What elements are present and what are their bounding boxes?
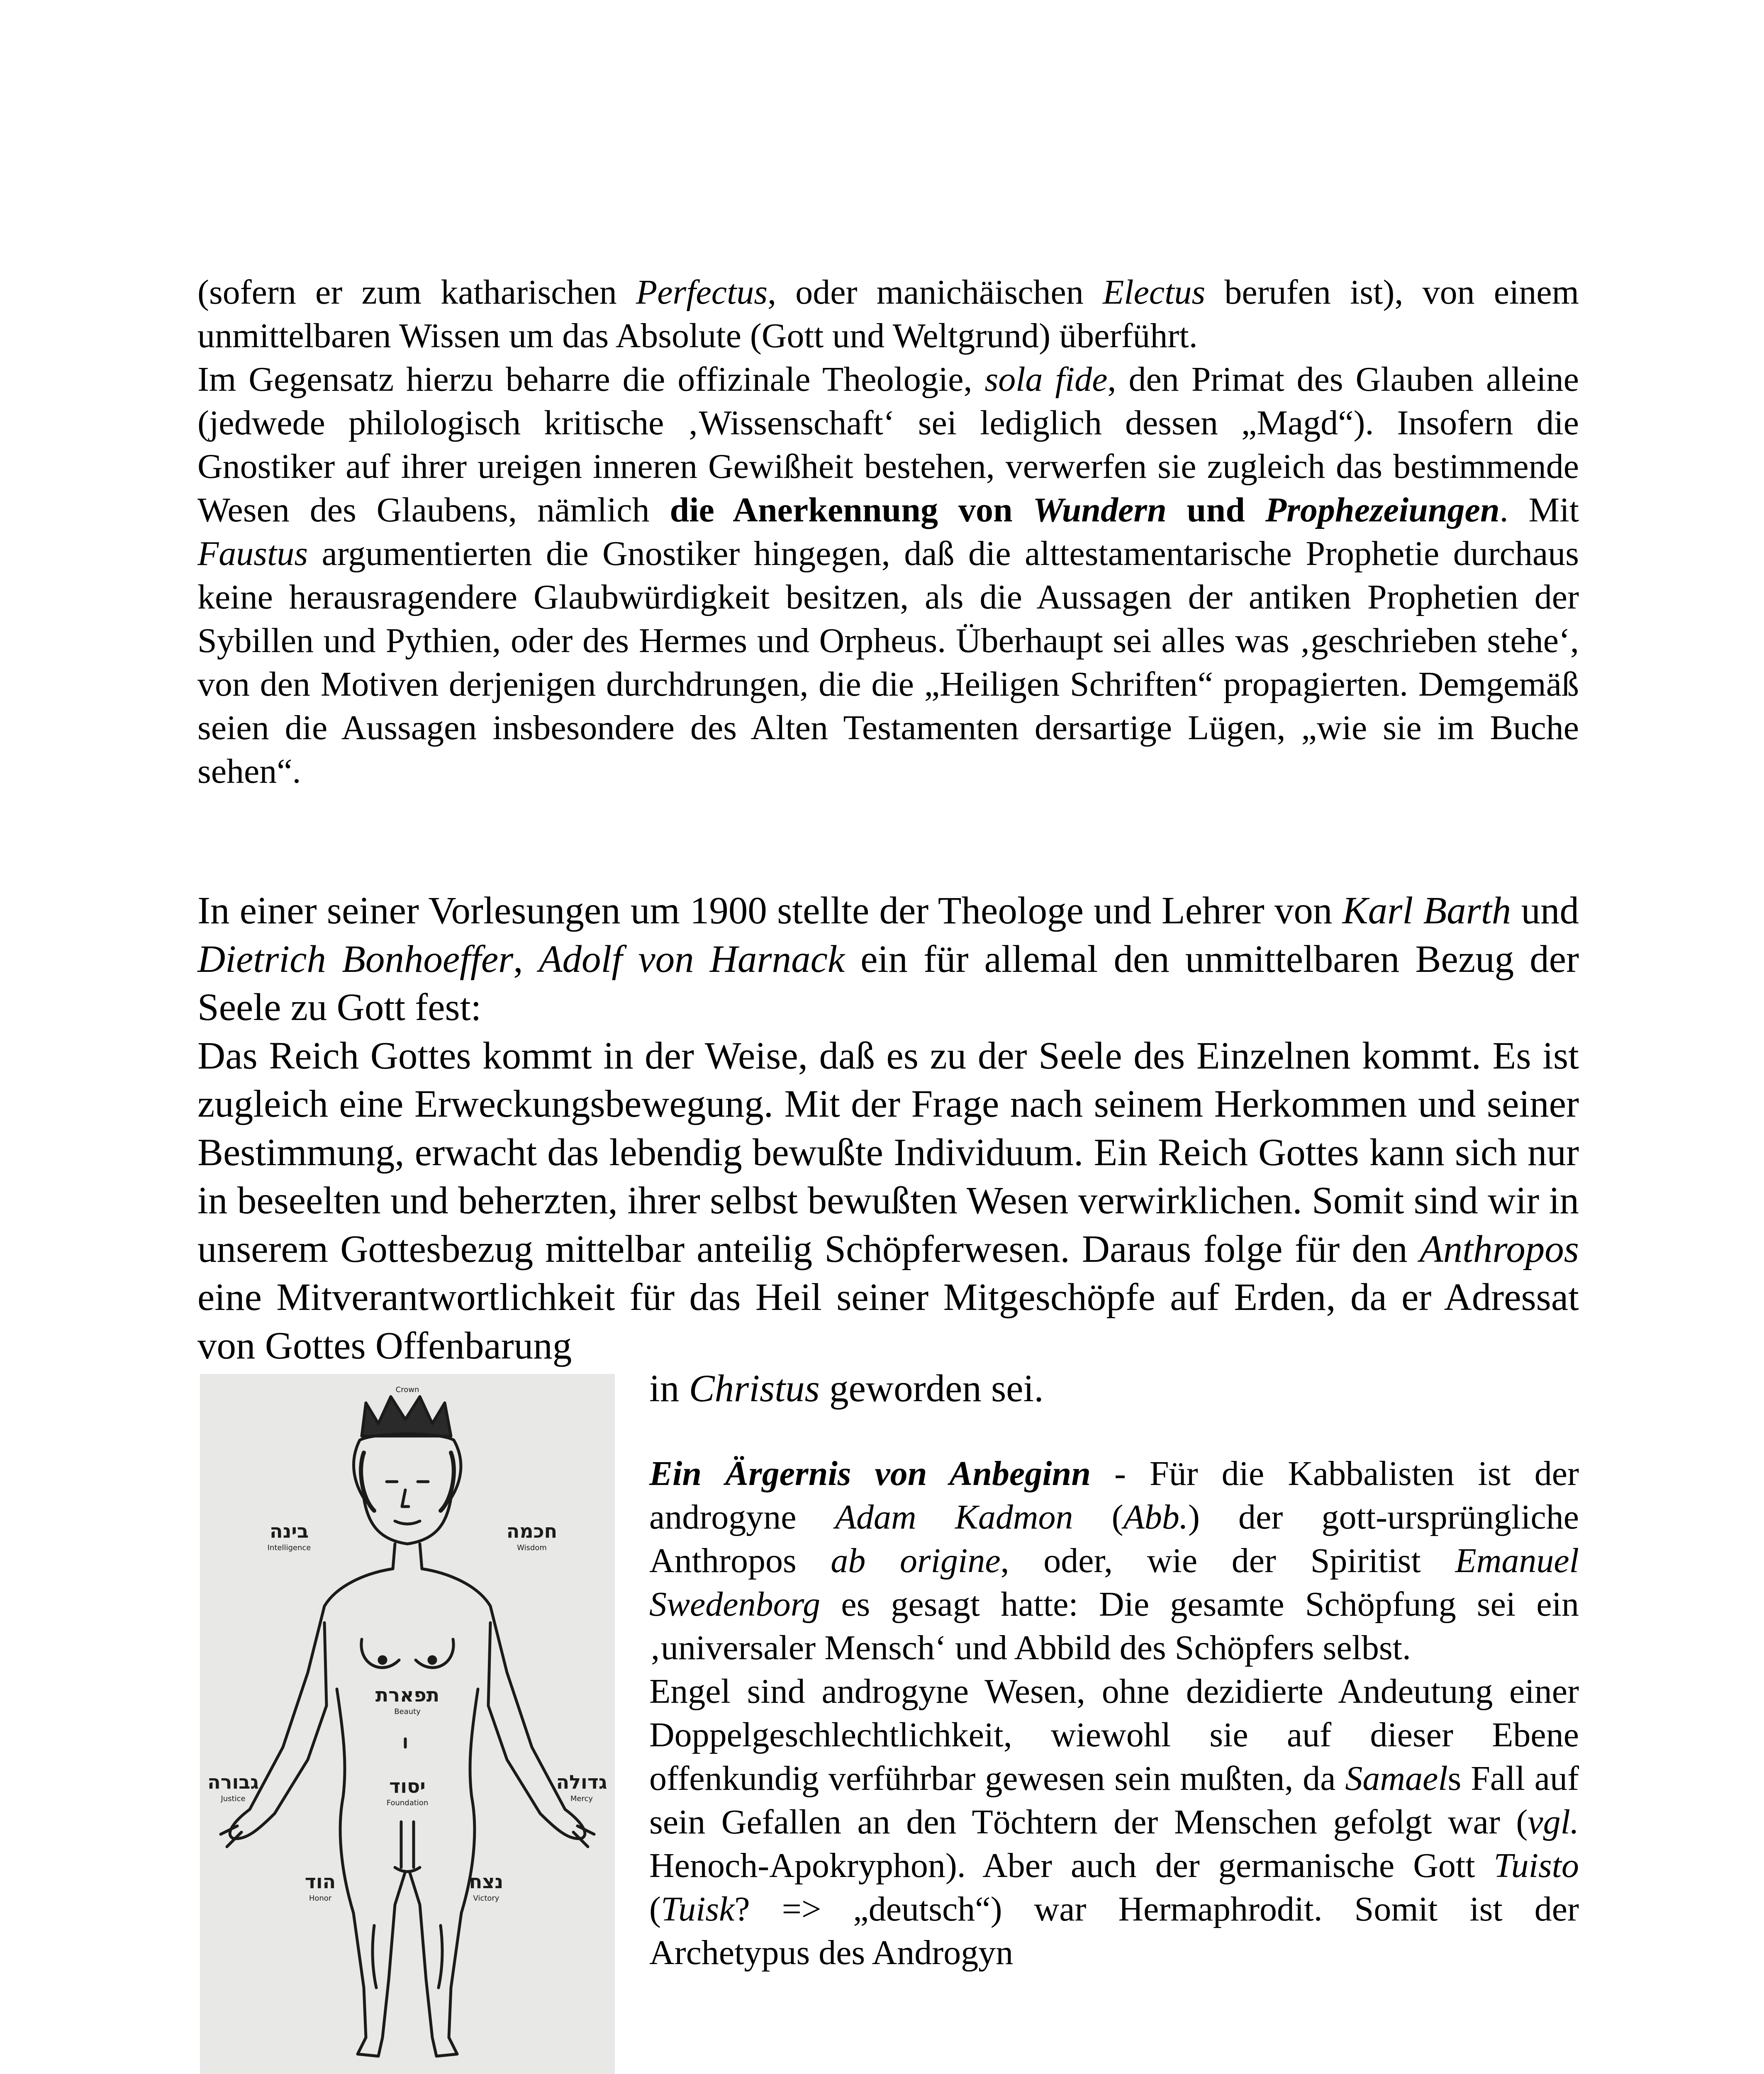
- figure-label-mercy: Mercy: [570, 1794, 593, 1803]
- figure-hebrew-mercy: גדולה: [556, 1771, 607, 1793]
- figure-hebrew-beauty: תפארת: [375, 1684, 440, 1706]
- paragraph-androgyne: Ein Ärgernis von Anbeginn - Für die Kabbalisten ist der androgyne Adam Kadmon (Abb.) der gott-ursprüngliche Anthropos ab origine, oder, wie der Spiritist Emanuel Swedenborg es gesagt hatte: Die gesamte Schöpfung sei ein ‚universaler Mensch‘ und Abbild des Schöpfers selbst. Engel sind androgyne Wesen, ohne dezidierte Andeutung einer Doppelgeschlechtlichkeit, wiewohl sie auf dieser Ebene offenkundig verführbar gewesen sein mußten, da Samaels Fall auf sein Gefallen an den Töchtern der Menschen gefolgt war (vgl. Henoch-Apokryphon). Aber auch der germanische Gott Tuisto (Tuisk? => „deutsch“) war Hermaphrodit. Somit ist der Archetypus des Androgyn: [649, 1454, 1579, 1972]
- paragraph-gnostics: (sofern er zum katharischen Perfectus, oder manichäischen Electus berufen ist), von einem unmittelbaren Wissen um das Absolute (Gott und Weltgrund) überführt. Im Gegensatz hierzu beharre die offizinale Theologie, sola fide, den Primat des Glauben alleine (jedwede philologisch kritische ‚Wissenschaft‘ sei lediglich dessen „Magd“). Insofern die Gnostiker auf ihrer ureigen inneren Gewißheit bestehen, verwerfen sie zugleich das bestimmende Wesen des Glaubens, nämlich die Anerkennung von Wundern und Prophezeiungen. Mit Faustus argumentierten die Gnostiker hingegen, daß die alttestamentarische Prophetie durchaus keine herausragendere Glaubwürdigkeit besitzen, als die Aussagen der antiken Prophetien der Sybillen und Pythien, oder des Hermes und Orpheus. Überhaupt sei alles was ‚geschrieben stehe‘, von den Motiven derjenigen durchdrungen, die die „Heiligen Schriften“ propagierten. Demgemäß seien die Aussagen insbesondere des Alten Testamenten dersartige Lügen, „wie sie im Buche sehen“.: [197, 273, 1579, 791]
- paragraph-harnack: In einer seiner Vorlesungen um 1900 stellte der Theologe und Lehrer von Karl Barth und Dietrich Bonhoeffer, Adolf von Harnack ein für allemal den unmittelbaren Bezug der Seele zu Gott fest: Das Reich Gottes kommt in der Weise, daß es zu der Seele des Einzelnen kommt. Es ist zugleich eine Erweckungsbewegung. Mit der Frage nach seinem Herkommen und seiner Bestimmung, erwacht das lebendig bewußte Individuum. Ein Reich Gottes kann sich nur in beseelten und beherzten, ihrer selbst bewußten Wesen verwirklichen. Somit sind wir in unserem Gottesbezug mittelbar anteilig Schöpferwesen. Daraus folge für den Anthropos eine Mitverantwortlichkeit für das Heil seiner Mitgeschöpfe auf Erden, da er Adressat von Gottes Offenbarung: [197, 889, 1579, 1367]
- figure-hebrew-justice: גבורה: [207, 1771, 259, 1793]
- figure-label-beauty: Beauty: [394, 1707, 421, 1716]
- figure-label-victory: Victory: [473, 1894, 499, 1903]
- figure-hebrew-victory: נצח: [469, 1870, 504, 1893]
- figure-label-justice: Justice: [221, 1794, 246, 1803]
- figure-label-honor: Honor: [309, 1894, 332, 1903]
- figure-hebrew-intelligence: בינה: [269, 1520, 309, 1542]
- adam-kadmon-figure: [200, 1374, 615, 2074]
- figure-hebrew-honor: הוד: [305, 1870, 336, 1893]
- figure-hebrew-wisdom: חכמה: [506, 1520, 558, 1542]
- figure-label-wisdom: Wisdom: [517, 1543, 547, 1552]
- figure-label-intelligence: Intelligence: [267, 1543, 311, 1552]
- figure-label-crown: Crown: [395, 1385, 419, 1394]
- figure-hebrew-foundation: יסוד: [389, 1775, 426, 1797]
- paragraph-harnack-end: in Christus geworden sei.: [649, 1367, 1044, 1410]
- figure-label-foundation: Foundation: [386, 1799, 429, 1807]
